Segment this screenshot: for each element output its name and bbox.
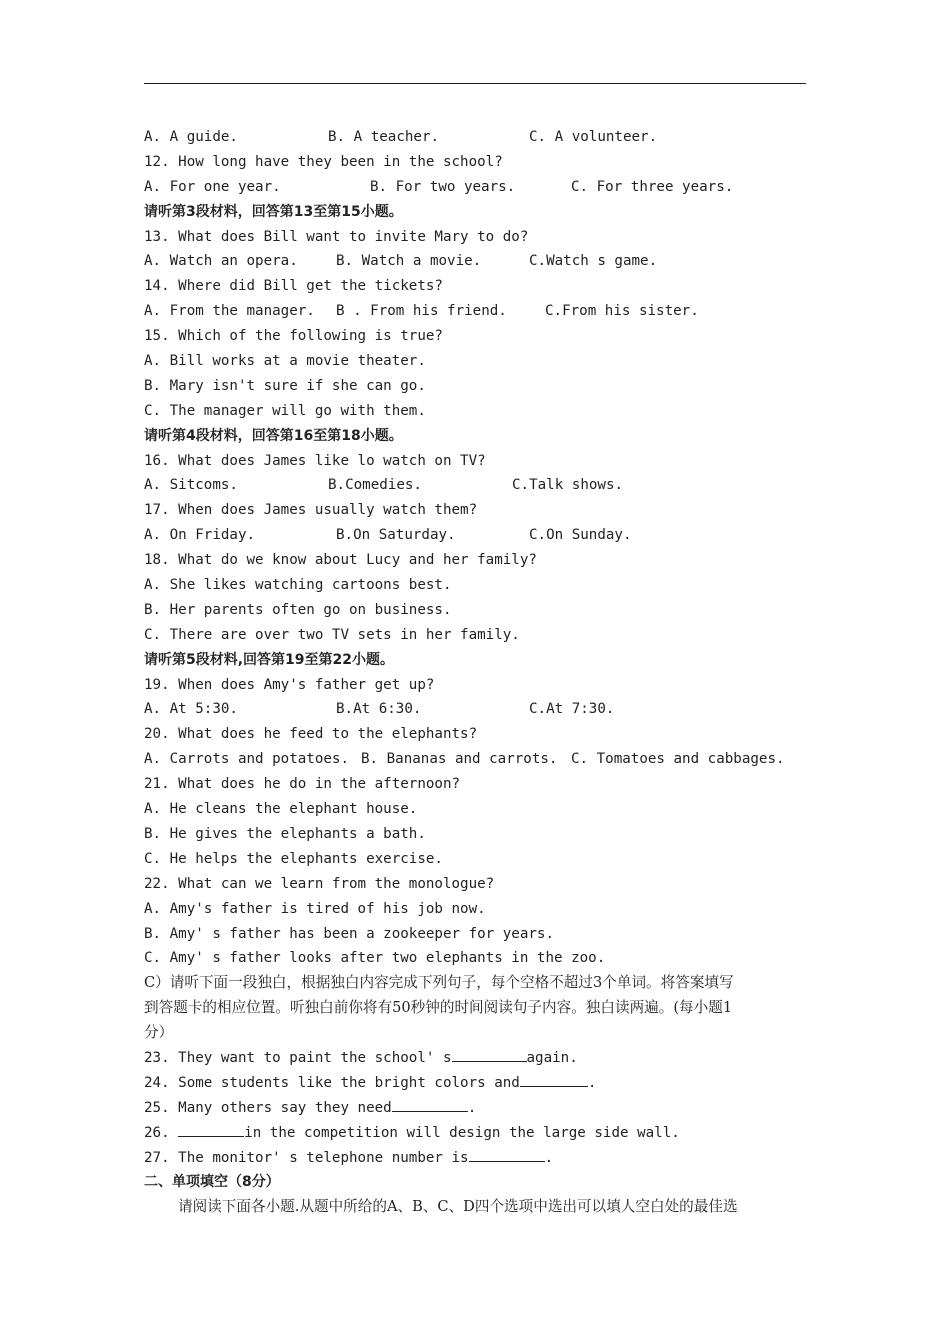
section-2-header: 二、单项填空（8分）	[144, 1174, 280, 1191]
q23-answer-blank[interactable]	[452, 1046, 527, 1062]
q11-option-a: A. A guide.	[144, 129, 238, 145]
q12-stem: 12. How long have they been in the school?	[144, 153, 503, 170]
q26-answer-blank[interactable]	[178, 1121, 244, 1137]
q22-option-b: B. Amy' s father has been a zookeeper for years.	[144, 925, 554, 942]
q20-options	[144, 747, 806, 772]
q12-option-a: A. For one year.	[144, 178, 281, 195]
section-4-header: 请听第4段材料，回答第16至第18小题。	[144, 427, 403, 444]
q22-stem: 22. What can we learn from the monologue?	[144, 875, 495, 892]
q23-text-after: again.	[526, 1049, 578, 1066]
q25-text-before: 25. Many others say they need	[144, 1099, 392, 1116]
q26-sentence	[144, 1121, 806, 1146]
q21-option-b: B. He gives the elephants a bath.	[144, 825, 426, 842]
q24-text-before: 24. Some students like the bright colors and	[144, 1074, 520, 1091]
q21-option-c: C. He helps the elephants exercise.	[144, 850, 443, 867]
q22-option-a: A. Amy's father is tired of his job now.	[144, 900, 486, 917]
q16-stem: 16. What does James like lo watch on TV?	[144, 452, 486, 469]
q24-answer-blank[interactable]	[520, 1071, 588, 1087]
q23-sentence	[144, 1046, 806, 1071]
q21-option-a: A. He cleans the elephant house.	[144, 801, 418, 818]
q20-option-a: A. Carrots and potatoes.	[144, 751, 349, 768]
part-c-instruction-line-2: 到答题卡的相应位置。听独白前你将有50秒钟的时间阅读句子内容。独白读两遍。(每小题1	[144, 999, 733, 1017]
q18-option-c: C. There are over two TV sets in her family.	[144, 626, 520, 643]
section-3-header: 请听第3段材料，回答第13至第15小题。	[144, 203, 403, 220]
q27-text-after: .	[544, 1149, 554, 1166]
q26-text-before: 26.	[144, 1124, 179, 1141]
q15-option-b: B. Mary isn't sure if she can go.	[144, 377, 426, 394]
q11-options	[144, 125, 806, 150]
q17-option-a: A. On Friday.	[144, 527, 256, 544]
q22-option-c: C. Amy' s father looks after two elephants in the zoo.	[144, 950, 606, 967]
q16-option-c: C.Talk shows.	[512, 477, 624, 494]
q23-text-before: 23. They want to paint the school' s	[144, 1049, 452, 1066]
q11-option-b: B. A teacher.	[328, 129, 440, 145]
q20-option-b: B. Bananas and carrots.	[361, 751, 558, 768]
q27-sentence	[144, 1146, 806, 1171]
section-2-instruction: 请阅读下面各小题.从题中所给的A、B、C、D四个选项中选出可以填人空白处的最佳选	[178, 1198, 738, 1216]
q16-option-b: B.Comedies.	[328, 477, 422, 494]
q17-option-b: B.On Saturday.	[336, 527, 456, 544]
q25-answer-blank[interactable]	[392, 1096, 468, 1112]
q15-stem: 15. Which of the following is true?	[144, 328, 443, 345]
header-rule	[144, 83, 806, 84]
q18-option-b: B. Her parents often go on business.	[144, 601, 452, 618]
q24-sentence	[144, 1071, 806, 1096]
q18-option-a: A. She likes watching cartoons best.	[144, 577, 452, 594]
q12-option-c: C. For three years.	[571, 178, 734, 195]
q13-option-b: B. Watch a movie.	[336, 253, 482, 270]
part-c-instruction-line-1: C）请听下面一段独白，根据独白内容完成下列句子，每个空格不超过3个单词。将答案填写	[144, 974, 734, 992]
q16-options	[144, 473, 806, 498]
question-list	[144, 125, 806, 1220]
q14-stem: 14. Where did Bill get the tickets?	[144, 278, 443, 295]
q15-option-a: A. Bill works at a movie theater.	[144, 353, 426, 370]
q19-option-c: C.At 7:30.	[529, 701, 615, 718]
q19-options	[144, 697, 806, 722]
q14-option-c: C.From his sister.	[545, 303, 699, 320]
q12-option-b: B. For two years.	[370, 178, 516, 195]
q14-options	[144, 299, 806, 324]
q12-options	[144, 175, 806, 200]
q11-option-c: C. A volunteer.	[529, 129, 658, 145]
q25-sentence	[144, 1096, 806, 1121]
q21-stem: 21. What does he do in the afternoon?	[144, 776, 461, 793]
q17-options	[144, 523, 806, 548]
q20-option-c: C. Tomatoes and cabbages.	[571, 751, 785, 768]
q26-text-after: in the competition will design the large side wall.	[244, 1124, 680, 1141]
q13-options	[144, 249, 806, 274]
q18-stem: 18. What do we know about Lucy and her family?	[144, 552, 537, 569]
section-5-header: 请听第5段材料,回答第19至第22小题。	[144, 651, 395, 668]
q13-option-c: C.Watch s game.	[529, 253, 658, 270]
q24-text-after: .	[587, 1074, 597, 1091]
q19-option-a: A. At 5:30.	[144, 701, 238, 718]
q15-option-c: C. The manager will go with them.	[144, 402, 426, 419]
q17-stem: 17. When does James usually watch them?	[144, 502, 478, 519]
q14-option-b: B . From his friend.	[336, 303, 507, 320]
q17-option-c: C.On Sunday.	[529, 527, 632, 544]
q19-stem: 19. When does Amy's father get up?	[144, 676, 435, 693]
q20-stem: 20. What does he feed to the elephants?	[144, 726, 478, 743]
q25-text-after: .	[467, 1099, 477, 1116]
q27-text-before: 27. The monitor' s telephone number is	[144, 1149, 469, 1166]
q27-answer-blank[interactable]	[469, 1146, 545, 1162]
q13-stem: 13. What does Bill want to invite Mary to do?	[144, 228, 529, 245]
q13-option-a: A. Watch an opera.	[144, 253, 298, 270]
part-c-instruction-line-3: 分）	[144, 1024, 174, 1042]
q19-option-b: B.At 6:30.	[336, 701, 422, 718]
q16-option-a: A. Sitcoms.	[144, 477, 238, 494]
q14-option-a: A. From the manager.	[144, 303, 315, 320]
